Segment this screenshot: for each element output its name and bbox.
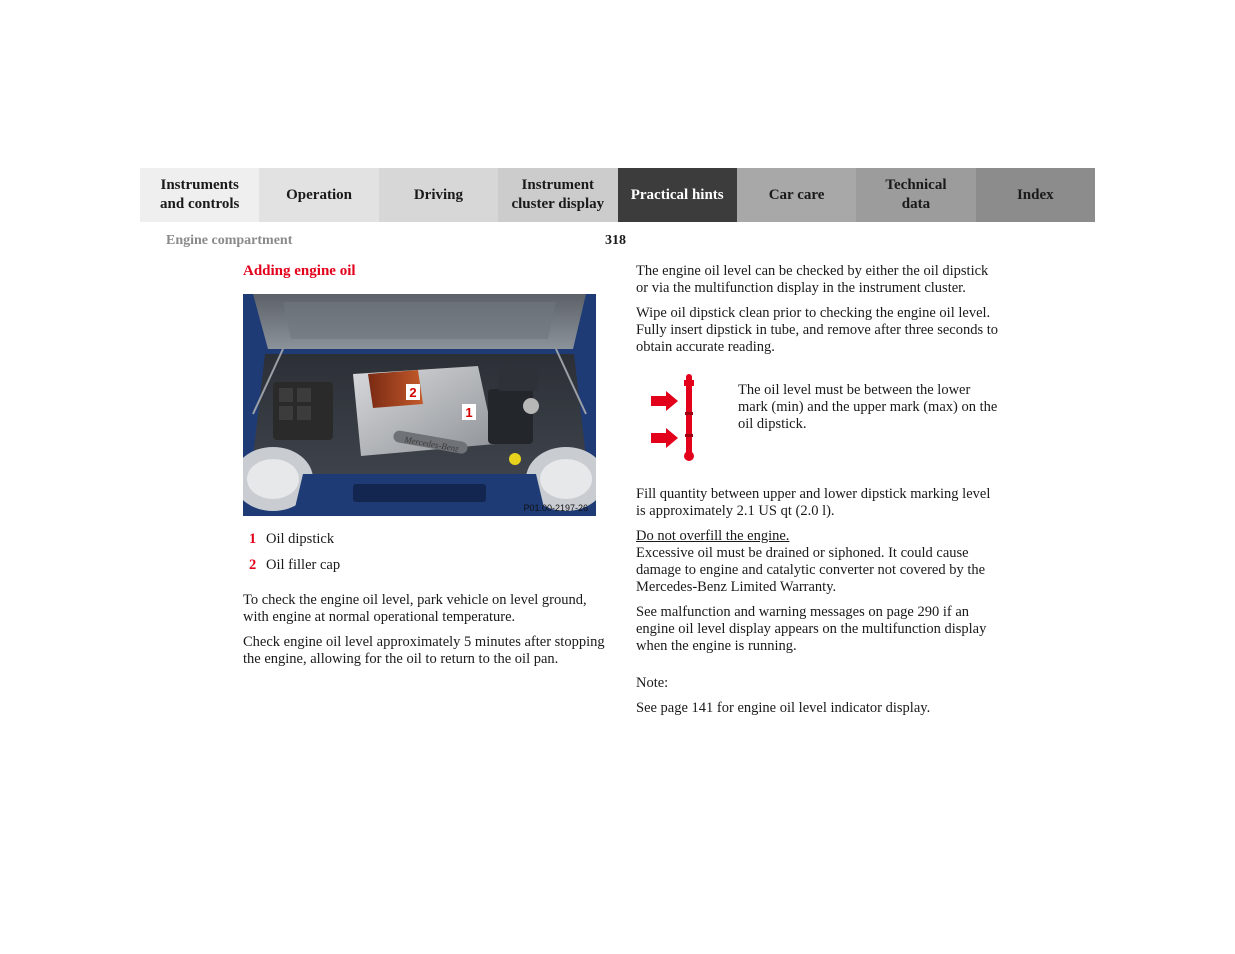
dipstick-icon — [636, 372, 738, 462]
figure-legend — [249, 531, 340, 583]
legend-text: Oil dipstick — [266, 531, 335, 547]
callout-label-2: 2 — [409, 385, 417, 400]
tab-driving[interactable]: Driving — [379, 168, 498, 222]
paragraph: To check the engine oil level, park vehicle on level ground, with engine at normal operational temperature. — [243, 592, 587, 625]
note-label: Note: — [636, 675, 669, 691]
paragraph: Fill quantity between upper and lower dipstick marking level is approximately 2.1 US qt (2.0 l). — [636, 486, 991, 519]
warning-text: Excessive oil must be drained or siphoned. It could cause damage to engine and catalytic converter not covered by the Mercedes-Benz Limited Warranty. — [636, 545, 986, 595]
legend-number: 1 — [249, 531, 257, 547]
legend-item — [249, 531, 340, 557]
paragraph: See malfunction and warning messages on page 290 if an engine oil level display appears on the multifunction display when the engine is running. — [636, 604, 987, 654]
dipstick-text: The oil level must be between the lower mark (min) and the upper mark (max) on the oil dipstick. — [738, 382, 998, 432]
paragraph: The engine oil level can be checked by either the oil dipstick or via the multifunction display in the instrument cluster. — [636, 263, 989, 296]
left-column-text — [243, 592, 608, 676]
tab-operation[interactable]: Operation — [259, 168, 378, 222]
engine-drawing — [243, 294, 596, 516]
warning-block — [636, 528, 998, 596]
warning-title: Do not overfill the engine. — [636, 528, 790, 544]
engine-badge: Mercedes-Benz — [403, 434, 460, 454]
callout-label-1: 1 — [465, 405, 473, 420]
engine-compartment-illustration — [243, 294, 596, 516]
legend-item — [249, 557, 340, 583]
lower-mark-arrow-icon — [651, 428, 678, 448]
figure-id: P01.00-2197-26 — [523, 503, 588, 513]
tab-practical-hints[interactable]: Practical hints — [618, 168, 737, 222]
chapter-tabs — [140, 168, 1095, 222]
tab-instrument-cluster-display[interactable]: Instrument cluster display — [498, 168, 617, 222]
paragraph: Check engine oil level approximately 5 minutes after stopping the engine, allowing for the oil to return to the oil pan. — [243, 634, 605, 667]
page-number: 318 — [605, 233, 626, 248]
section-title: Engine compartment — [166, 233, 293, 248]
tab-index[interactable]: Index — [976, 168, 1095, 222]
legend-number: 2 — [249, 557, 257, 573]
legend-text: Oil filler cap — [266, 557, 341, 573]
right-column-text — [636, 263, 998, 725]
upper-mark-arrow-icon — [651, 391, 678, 411]
note-text: See page 141 for engine oil level indicator display. — [636, 700, 931, 716]
dipstick-block — [636, 372, 998, 462]
paragraph: Wipe oil dipstick clean prior to checking the engine oil level. Fully insert dipstick in tube, and remove after three seconds to obtain accurate reading. — [636, 305, 999, 355]
tab-car-care[interactable]: Car care — [737, 168, 856, 222]
tab-technical-data[interactable]: Technical data — [856, 168, 975, 222]
page-heading: Adding engine oil — [243, 263, 356, 279]
tab-instruments-and-controls[interactable]: Instruments and controls — [140, 168, 259, 222]
